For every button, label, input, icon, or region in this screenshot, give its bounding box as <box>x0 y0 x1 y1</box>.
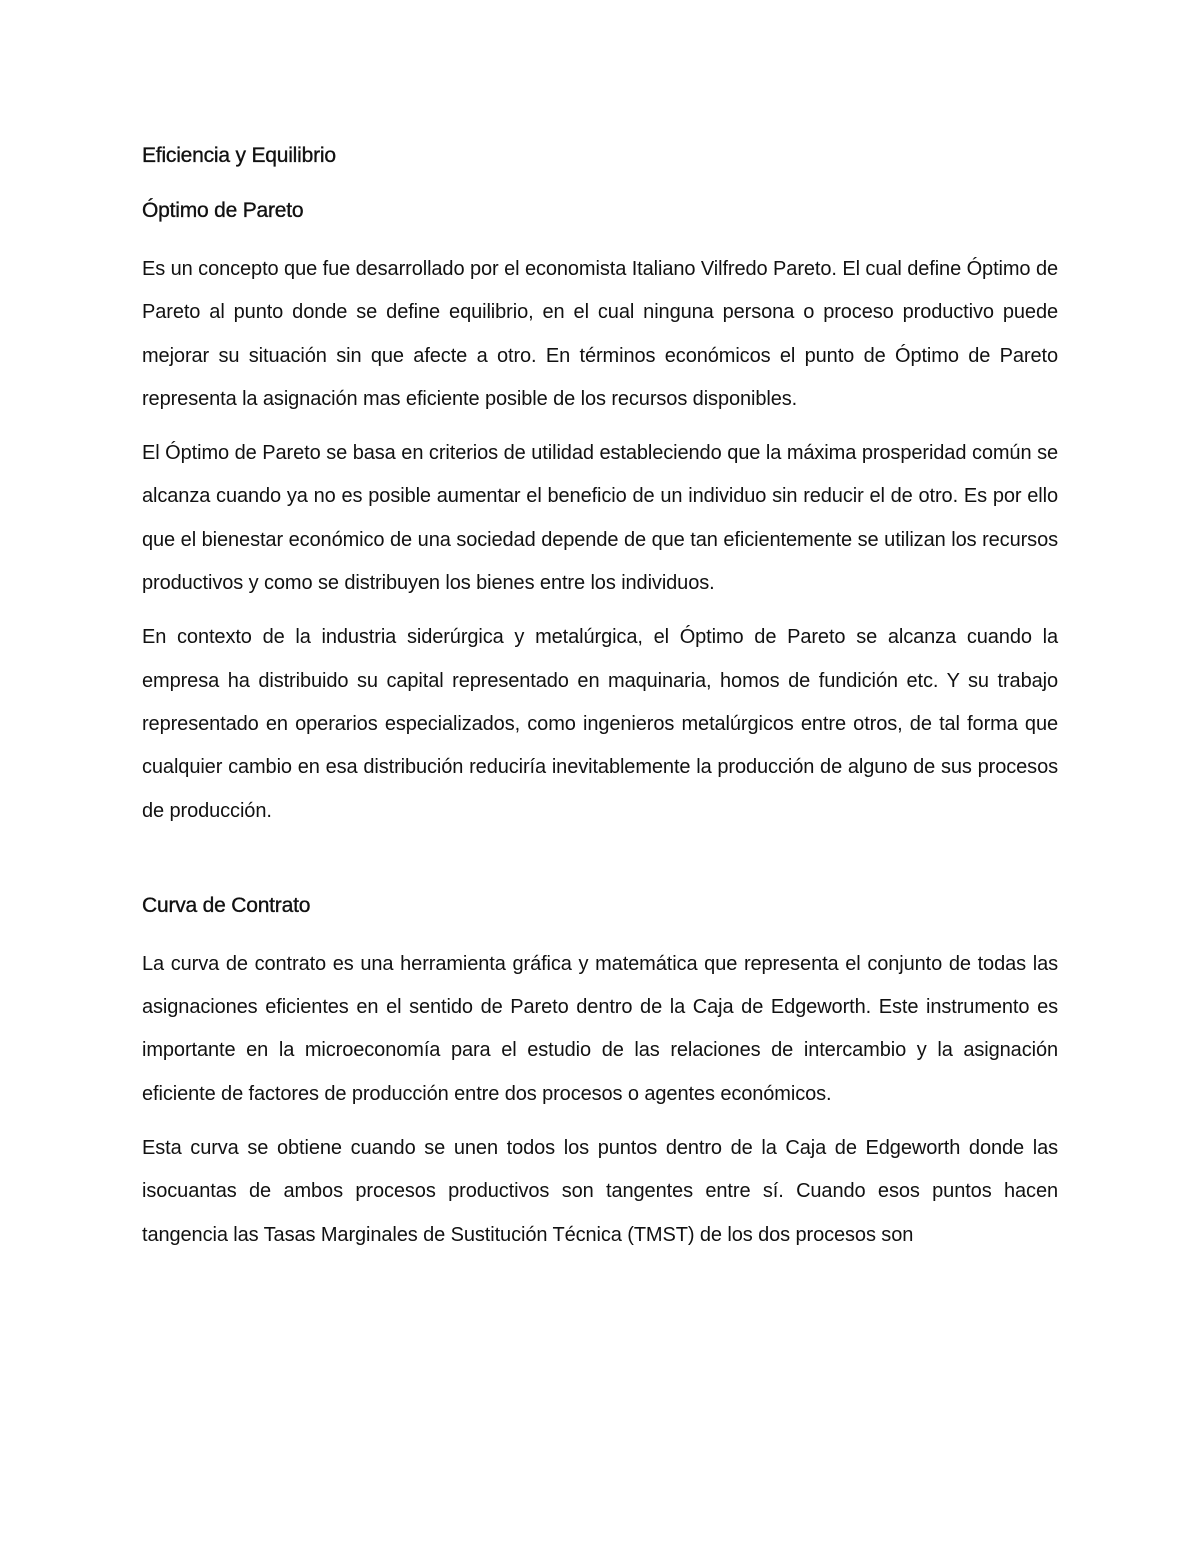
section-heading: Curva de Contrato <box>142 893 311 917</box>
paragraph: El Óptimo de Pareto se basa en criterios de utilidad estableciendo que la máxima prosperidad común se alcanza cuando ya no es posible aumentar el beneficio de un individuo sin reducir el de otro. Es por ello que el bienestar económico de una sociedad depende de que tan eficientemente se utilizan los recursos productivos y como se distribuyen los bienes entre los individuos. <box>142 442 1058 595</box>
document-title: Eficiencia y Equilibrio <box>142 144 336 167</box>
document-page <box>142 138 1058 1268</box>
section-optimo-de-pareto <box>142 193 1058 833</box>
paragraph: Esta curva se obtiene cuando se unen todos los puntos dentro de la Caja de Edgeworth donde las isocuantas de ambos procesos productivos son tangentes entre sí. Cuando esos puntos hacen tangencia las Tasas Marginales de Sustitución Técnica (TMST) de los dos procesos son <box>142 1137 1058 1246</box>
paragraph: Es un concepto que fue desarrollado por el economista Italiano Vilfredo Pareto. El cual define Óptimo de Pareto al punto donde se define equilibrio, en el cual ninguna persona o proceso productivo puede mejorar su situación sin que afecte a otro. En términos económicos el punto de Óptimo de Pareto representa la asignación mas eficiente posible de los recursos disponibles. <box>142 258 1058 410</box>
paragraph: La curva de contrato es una herramienta gráfica y matemática que representa el conjunto de todas las asignaciones eficientes en el sentido de Pareto dentro de la Caja de Edgeworth. Este instrumento es importante en la microeconomía para el estudio de las relaciones de intercambio y la asignación eficiente de factores de producción entre dos procesos o agentes económicos. <box>142 952 1058 1105</box>
paragraph: En contexto de la industria siderúrgica y metalúrgica, el Óptimo de Pareto se alcanza cuando la empresa ha distribuido su capital representado en maquinaria, homos de fundición etc. Y su trabajo representado en operarios especializados, como ingenieros metalúrgicos entre otros, de tal forma que cualquier cambio en esa distribución reduciría inevitablemente la producción de alguno de sus procesos de producción. <box>142 626 1058 822</box>
section-curva-de-contrato <box>142 888 1058 1257</box>
section-heading: Óptimo de Pareto <box>142 199 304 222</box>
